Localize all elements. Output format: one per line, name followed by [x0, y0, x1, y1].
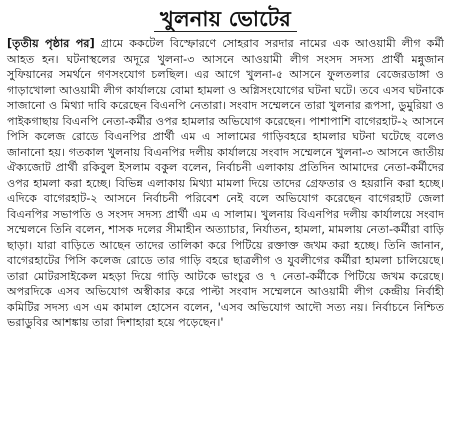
headline-text: খুলনায় ভোটের	[154, 7, 297, 32]
continuation-kicker: [তৃতীয় পৃষ্ঠার পর]	[7, 37, 95, 50]
headline	[7, 6, 444, 32]
article-text: গ্রামে ককটেল বিস্ফোরণে সোহরাব সরদার নামের এক আওয়ামী লীগ কর্মী আহত হন। ঘটনাস্থলের অদূরে খুলনা-৩ আসনে আওয়ামী লীগ সংসদ সদস্য প্রার্থী মন্নুজান সুফিয়ানের সমর্থনে গণসংযোগ চলছিল। এর আগে খুলনা-৫ আসনে ফুলতলার বেজেরডাঙ্গা ও গাড়াখোলা আওয়ামী লীগ কার্যালয়ে বোমা হামলা ও অগ্নিসংযোগের ঘটনা ঘটে। তবে এসব ঘটনাকে সাজানো ও মিথ্যা দাবি করেছেন বিএনপি নেতারা। সংবাদ সম্মেলনে তারা খুলনার রূপসা, ডুমুরিয়া ও পাইকগাছায় বিএনপি নেতা-কর্মীর ওপর হামলার অভিযোগ করেছেন। পাশাপাশি বাগেরহাট-২ আসনে পিসি কলেজ রোডে বিএনপির প্রার্থী এম এ সালামের গাড়িবহরে হামলার ঘটনা ঘটেছে বলেও জানানো হয়। গতকাল খুলনায় বিএনপির দলীয় কার্যালয়ে সংবাদ সম্মেলনে খুলনা-৩ আসনে জাতীয় ঐক্যজোট প্রার্থী রকিবুল ইসলাম বকুল বলেন, নির্বাচনী এলাকায় প্রতিদিন আমাদের নেতা-কর্মীদের ওপর হামলা করা হচ্ছে। বিভিন্ন এলাকায় মিথ্যা মামলা দিয়ে তাদের গ্রেফতার ও হয়রানি করা হচ্ছে। এদিকে বাগেরহাট-২ আসনে নির্বাচনী পরিবেশ নেই বলে অভিযোগ করেছেন বাগেরহাট জেলা বিএনপির সভাপতি ও সংসদ সদস্য প্রার্থী এম এ সালাম। খুলনায় বিএনপির দলীয় কার্যালয়ে সংবাদ সম্মেলনে তিনি বলেন, শাসক দলের সীমাহীন অত্যাচার, নির্যাতন, হামলা, মামলায় নেতা-কর্মীরা বাড়ি ছাড়া। যারা বাড়িতে আছেন তাদের তালিকা করে পিটিয়ে রক্তাক্ত জখম করা হচ্ছে। তিনি জানান, বাগেরহাটের পিসি কলেজ রোডে তার গাড়ি বহরে ছাত্রলীগ ও যুবলীগের কর্মীরা হামলা চালিয়েছে। তারা মোটরসাইকেল মহড়া দিয়ে গাড়ি আটকে ভাংচুর ও ৭ নেতা-কর্মীকে পিটিয়ে জখম করেছে। অপরদিকে এসব অভিযোগ অস্বীকার করে পাল্টা সংবাদ সম্মেলনে আওয়ামী লীগ কেন্দ্রীয় নির্বাহী কমিটির সদস্য এস এম কামাল হোসেন বলেন, 'এসব অভিযোগ আদৌ সত্য নয়। নির্বাচনে নিশ্চিত ভরাডুবির আশঙ্কায় তারা দিশাহারা হয়ে পড়েছেন।'	[7, 37, 444, 329]
article-body	[7, 36, 444, 331]
